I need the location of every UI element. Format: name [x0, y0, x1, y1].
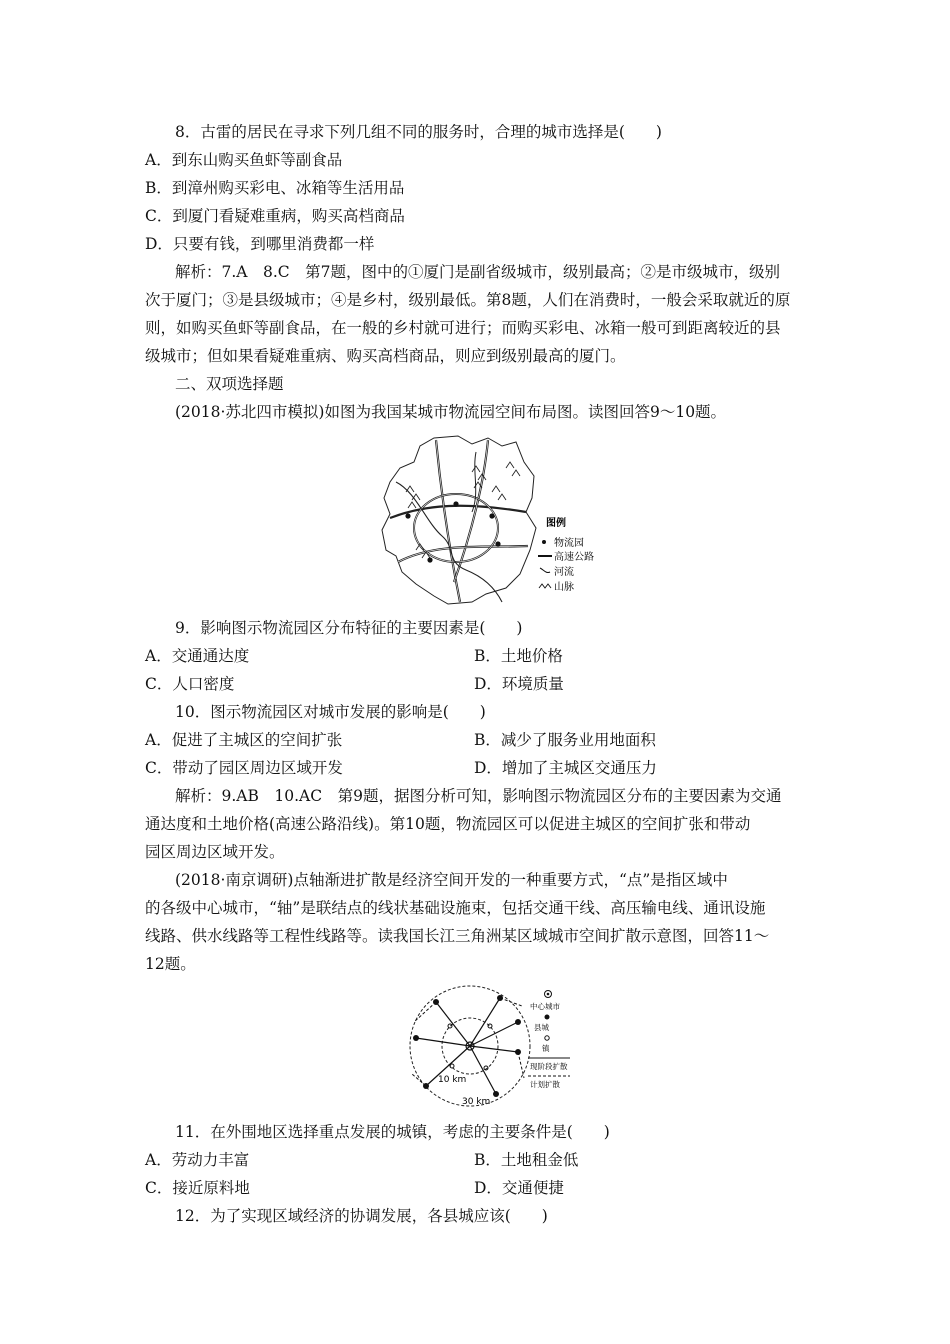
legend-mountain: 山脉 — [554, 582, 574, 593]
legend-current-diffusion: 现阶段扩散 — [530, 1062, 568, 1071]
legend-river: 河流 — [554, 567, 574, 578]
intro-11-12-line: 12题。 — [145, 955, 196, 973]
q10-option-b: B．减少了服务业用地面积 — [474, 731, 656, 749]
q9-option-c: C．人口密度 — [145, 675, 235, 693]
analysis2-line: 通达度和土地价格(高速公路沿线)。第10题，物流园区可以促进主城区的空间扩张和带动 — [145, 815, 751, 833]
q11-option-a: A．劳动力丰富 — [145, 1151, 250, 1169]
legend-highway: 高速公路 — [554, 552, 594, 563]
q11-option-c: C．接近原料地 — [145, 1179, 250, 1197]
q11-option-d: D．交通便捷 — [474, 1179, 564, 1197]
intro-11-12-line: 线路、供水线路等工程性线路等。读我国长江三角洲某区域城市空间扩散示意图，回答11～ — [145, 927, 770, 945]
legend-park: 物流园 — [554, 538, 584, 549]
legend-county-town: 县城 — [534, 1023, 549, 1032]
q8-option-a: A．到东山购买鱼虾等副食品 — [145, 151, 343, 169]
q9-option-d: D．环境质量 — [474, 675, 564, 693]
analysis1-line: 解析：7.A 8.C 第7题，图中的①厦门是副省级城市，级别最高；②是市级城市，级别 — [175, 263, 780, 281]
legend-title: 图例 — [546, 518, 566, 529]
q12-stem: 12．为了实现区域经济的协调发展，各县城应该( ) — [175, 1207, 548, 1225]
logistics-park-map — [376, 432, 616, 610]
q11-stem: 11．在外围地区选择重点发展的城镇，考虑的主要条件是( ) — [175, 1123, 610, 1141]
q9-option-b: B．土地价格 — [474, 647, 563, 665]
q10-option-d: D．增加了主城区交通压力 — [474, 759, 657, 777]
q8-option-c: C．到厦门看疑难重病，购买高档商品 — [145, 207, 405, 225]
analysis1-line: 则，如购买鱼虾等副食品，在一般的乡村就可进行；而购买彩电、冰箱一般可到距离较近的县 — [145, 319, 781, 337]
outer-radius-label: 30 km — [462, 1097, 491, 1107]
q10-option-a: A．促进了主城区的空间扩张 — [145, 731, 343, 749]
q8-stem: 8．古雷的居民在寻求下列几组不同的服务时，合理的城市选择是( ) — [175, 123, 662, 141]
legend-town: 镇 — [542, 1044, 550, 1053]
intro-9-10: (2018·苏北四市模拟)如图为我国某城市物流园空间布局图。读图回答9～10题。 — [175, 403, 727, 421]
analysis1-line: 次于厦门；③是县级城市；④是乡村，级别最低。第8题，人们在消费时，一般会采取就近的原 — [145, 291, 791, 309]
analysis2-line: 园区周边区域开发。 — [145, 843, 285, 861]
legend-planned-diffusion: 计划扩散 — [530, 1080, 560, 1089]
diffusion-map — [406, 982, 576, 1110]
q9-option-a: A．交通通达度 — [145, 647, 250, 665]
section-heading: 二、双项选择题 — [175, 375, 284, 393]
q10-option-c: C．带动了园区周边区域开发 — [145, 759, 343, 777]
analysis2-line: 解析：9.AB 10.AC 第9题，据图分析可知，影响图示物流园区分布的主要因素为交通 — [175, 787, 782, 805]
intro-11-12-line: (2018·南京调研)点轴渐进扩散是经济空间开发的一种重要方式，“点”是指区域中 — [175, 871, 728, 889]
inner-radius-label: 10 km — [438, 1075, 467, 1085]
intro-11-12-line: 的各级中心城市，“轴”是联结点的线状基础设施束，包括交通干线、高压输电线、通讯设施 — [145, 899, 766, 917]
q8-option-b: B．到漳州购买彩电、冰箱等生活用品 — [145, 179, 405, 197]
q8-option-d: D．只要有钱，到哪里消费都一样 — [145, 235, 375, 253]
legend-central-city: 中心城市 — [530, 1002, 560, 1011]
q11-option-b: B．土地租金低 — [474, 1151, 579, 1169]
q10-stem: 10．图示物流园区对城市发展的影响是( ) — [175, 703, 486, 721]
analysis1-line: 级城市；但如果看疑难重病、购买高档商品，则应到级别最高的厦门。 — [145, 347, 626, 365]
q9-stem: 9．影响图示物流园区分布特征的主要因素是( ) — [175, 619, 523, 637]
